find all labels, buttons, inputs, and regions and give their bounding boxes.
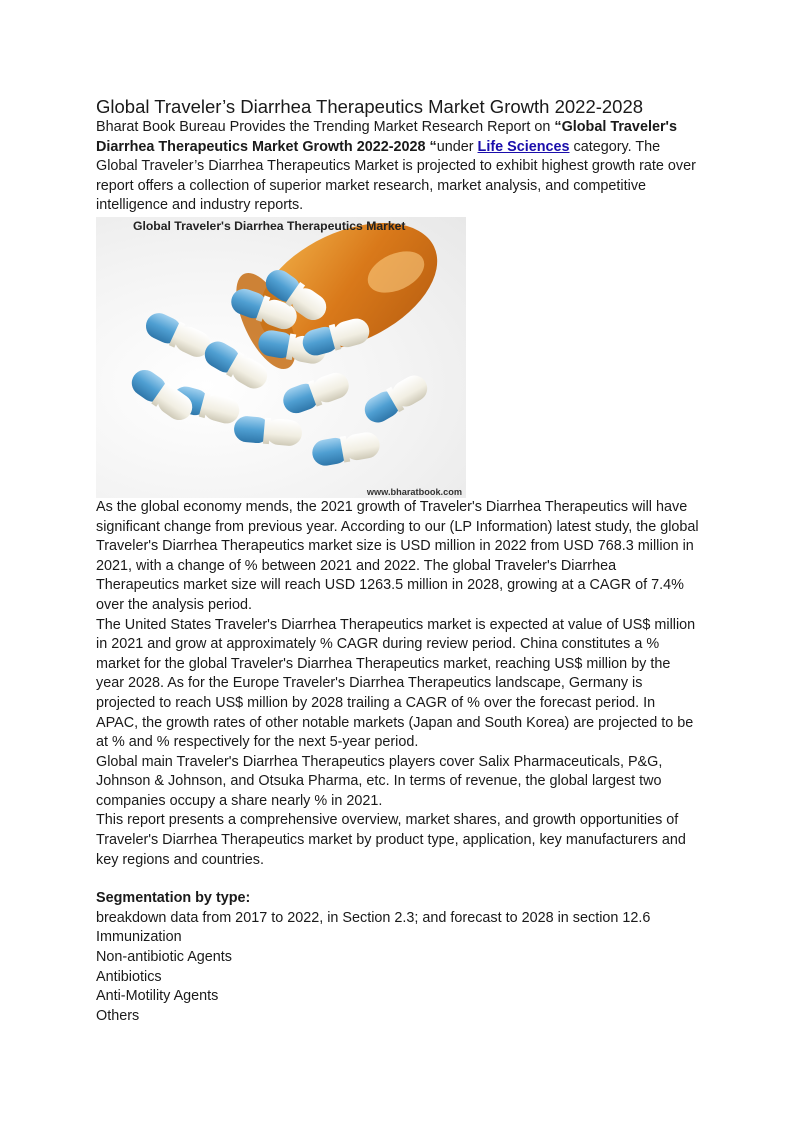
list-item: Anti-Motility Agents [96,988,219,1005]
paragraph-regional: The United States Traveler's Diarrhea Therapeutics market is expected at value of US$ million in 2021 and grow at approximately % CAGR during review period. China constitutes a % market for the global Traveler's Diarrhea Therapeutics market, reaching US$ million by the year 2028. As for the Europe Traveler's Diarrhea Therapeutics landscape, Germany is projected to reach US$ million by 2028 trailing a CAGR of % over the forecast period. In APAC, the growth rates of other notable markets (Japan and South Korea) are projected to be at % and % respectively for the next 5-year period. [96,616,696,751]
market-image [96,217,466,498]
list-item: Non-antibiotic Agents [96,949,232,966]
paragraph-overview: This report presents a comprehensive overview, market shares, and growth opportunities of Traveler's Diarrhea Therapeutics market by product type, application, key manufacturers and key regions and countries. [96,812,686,868]
segmentation-note: breakdown data from 2017 to 2022, in Section 2.3; and forecast to 2028 in section 12.6 [96,909,651,926]
intro-text-end: category. The Global Traveler’s Diarrhea Therapeutics Market is projected to exhibit highest growth rate over report offers a collection of superior market research, market analysis, and competitive intelligence and industry reports. [96,138,696,214]
list-item: Antibiotics [96,968,162,985]
spacer [96,870,700,889]
document-page [96,96,700,1026]
segmentation-heading: Segmentation by type: [96,890,251,907]
segmentation-list [96,928,700,1026]
list-item: Immunization [96,929,182,946]
image-credit: www.bharatbook.com [366,486,462,497]
life-sciences-link[interactable]: Life Sciences [477,138,570,155]
list-item: Others [96,1007,140,1024]
intro-text-under: under [436,138,478,155]
intro-quote-open: “ [554,119,562,135]
image-title: Global Traveler's Diarrhea Therapeutics Market [133,218,406,233]
capsules-illustration [96,217,466,498]
report-title-bold: Global Traveler's Diarrhea Therapeutics Market Growth 2022-2028 “ [96,119,677,155]
intro-paragraph [96,118,700,216]
page-title: Global Traveler’s Diarrhea Therapeutics Market Growth 2022-2028 [96,96,644,117]
paragraph-players: Global main Traveler's Diarrhea Therapeutics players cover Salix Pharmaceuticals, P&G, Johnson & Johnson, and Otsuka Pharma, etc. In terms of revenue, the global largest two companies occupy a share nearly % in 2021. [96,753,663,809]
intro-text-start: Bharat Book Bureau Provides the Trending Market Research Report on [96,119,555,135]
paragraph-growth: As the global economy mends, the 2021 growth of Traveler's Diarrhea Therapeutics will have significant change from previous year. According to our (LP Information) latest study, the global Traveler's Diarrhea Therapeutics market size is USD million in 2022 from USD 768.3 million in 2021, with a change of % between 2021 and 2022. The global Traveler's Diarrhea Therapeutics market size will reach USD 1263.5 million in 2028, growing at a CAGR of 7.4% over the analysis period. [96,498,699,613]
